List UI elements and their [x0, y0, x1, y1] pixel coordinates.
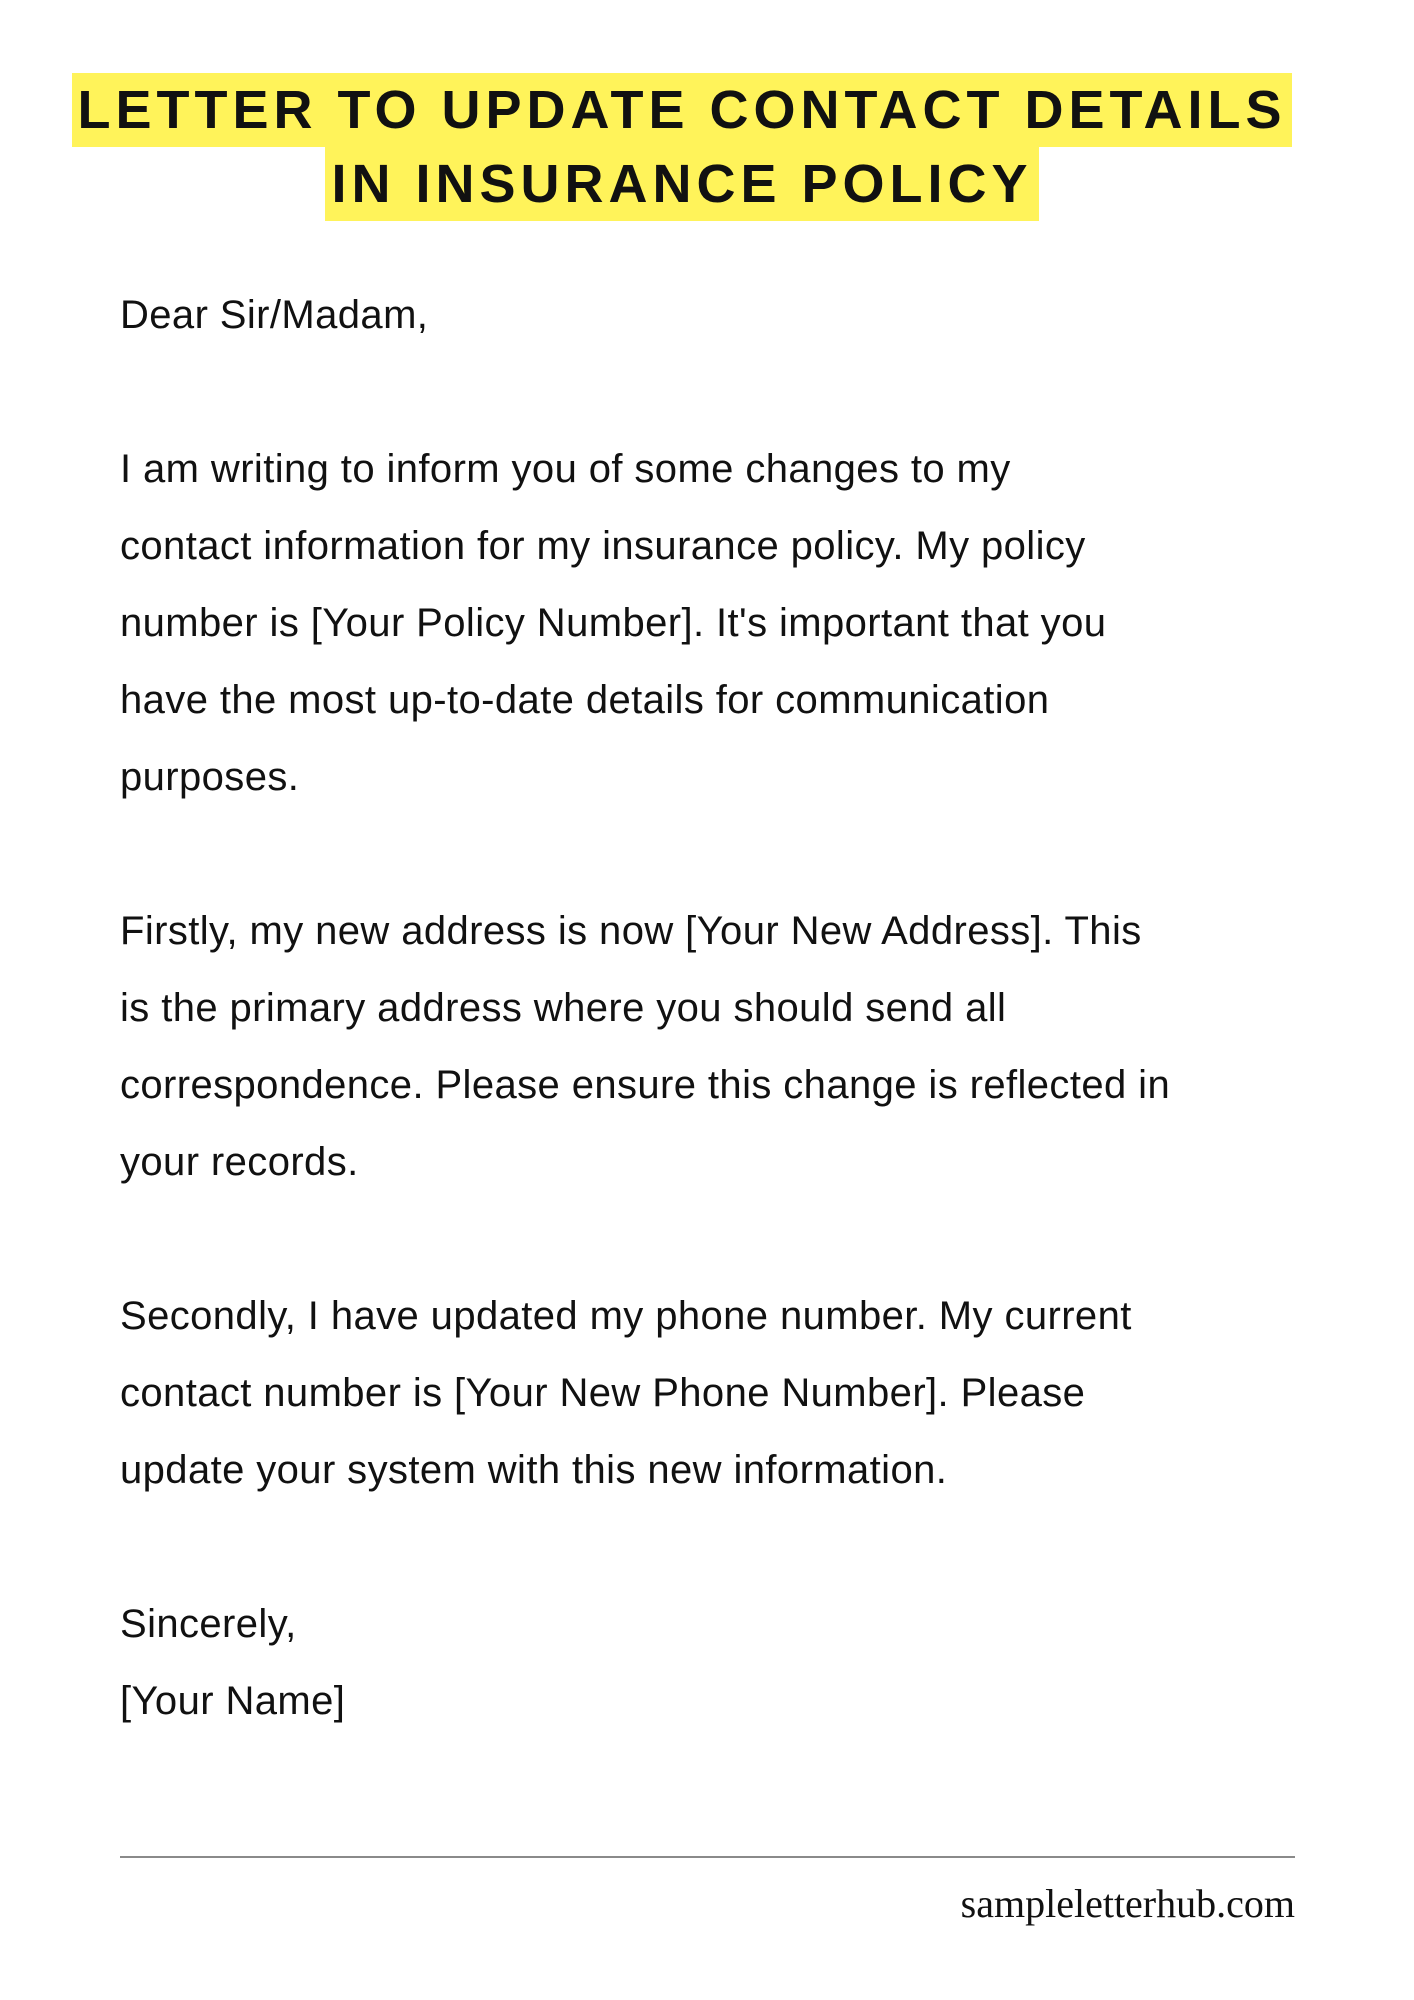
paragraph-line: update your system with this new information.	[120, 1448, 948, 1492]
paragraph-3	[120, 1278, 1170, 1509]
paragraph-line: contact number is [Your New Phone Number]. Please	[120, 1371, 1086, 1415]
paragraph-line: contact information for my insurance policy. My policy	[120, 524, 1086, 568]
footer-site-name: sampleletterhub.com	[960, 1881, 1295, 1926]
closing: Sincerely,	[120, 1602, 297, 1646]
title-line-2: IN INSURANCE POLICY	[325, 147, 1038, 221]
title-line-1: LETTER TO UPDATE CONTACT DETAILS	[72, 73, 1293, 147]
paragraph-line: I am writing to inform you of some changes to my	[120, 447, 1011, 491]
signature: [Your Name]	[120, 1679, 346, 1723]
paragraph-line: is the primary address where you should send all	[120, 986, 1007, 1030]
paragraph-line: correspondence. Please ensure this change is reflected in	[120, 1063, 1171, 1107]
paragraph-line: number is [Your Policy Number]. It's important that you	[120, 601, 1107, 645]
paragraph-line: Secondly, I have updated my phone number. My current	[120, 1294, 1132, 1338]
paragraph-line: purposes.	[120, 755, 300, 799]
paragraph-line: have the most up-to-date details for communication	[120, 678, 1050, 722]
paragraph-2	[120, 893, 1170, 1201]
paragraph-1	[120, 431, 1170, 816]
salutation: Dear Sir/Madam,	[120, 293, 429, 337]
paragraph-line: Firstly, my new address is now [Your New Address]. This	[120, 909, 1142, 953]
page-title	[0, 73, 1364, 221]
footer-divider	[120, 1856, 1295, 1858]
letter-body	[120, 277, 1170, 1740]
paragraph-line: your records.	[120, 1140, 359, 1184]
